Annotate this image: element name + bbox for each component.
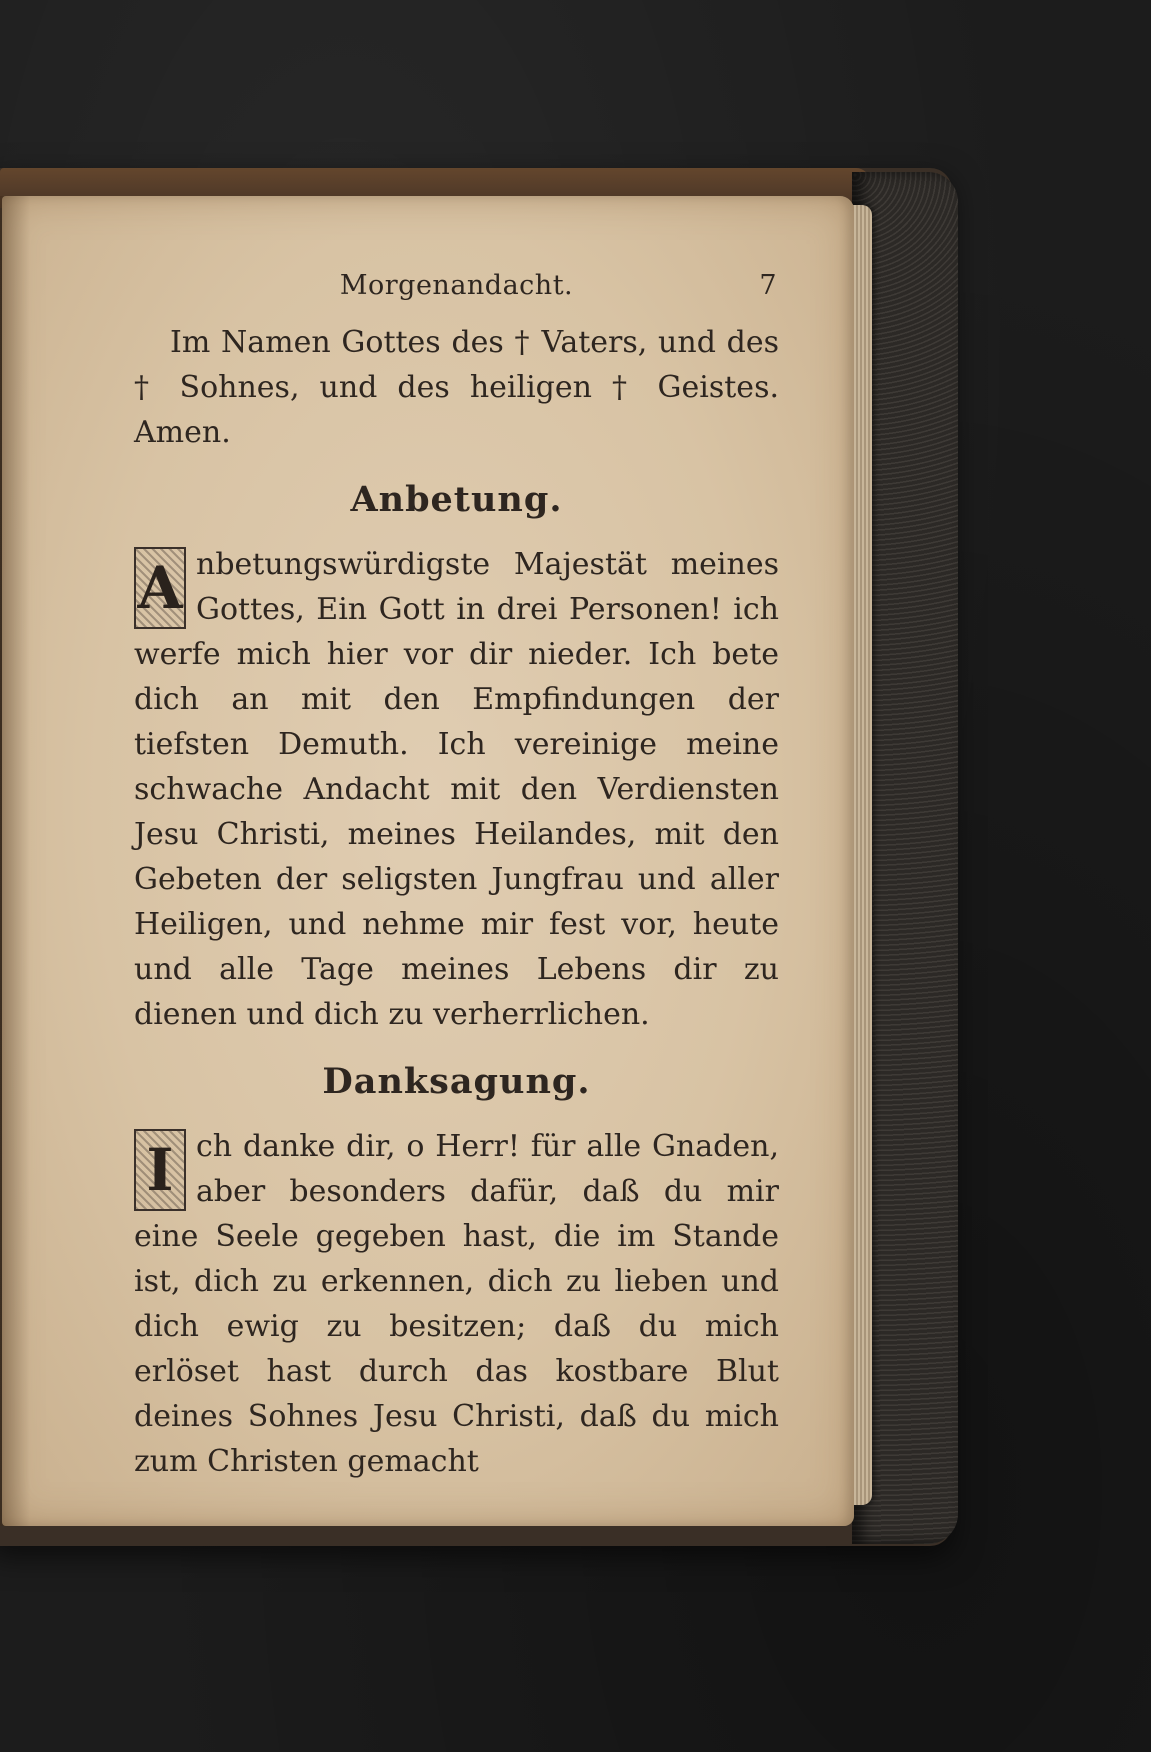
running-title: Morgenandacht.: [339, 270, 574, 301]
page-content: [134, 266, 779, 1484]
drop-cap-initial: I: [134, 1129, 186, 1211]
page-number: 7: [759, 270, 777, 301]
running-head: [134, 266, 779, 306]
section-danksagung: [134, 1124, 779, 1484]
invocation-text: Im Namen Gottes des † Vaters, und des † Sohnes, und des heiligen † Geistes. Amen.: [134, 325, 779, 450]
paragraph-anbetung: nbetungswürdigste Majestät meines Gottes, Ein Gott in drei Personen! ich werfe mich hier vor dir nieder. Ich bete dich an mit den Empfindungen der tiefsten Demuth. Ich vereinige meine schwache Andacht mit den Verdiensten Jesu Christi, meines Heilandes, mit den Gebeten der seligsten Jungfrau und aller Heiligen, und nehme mir fest vor, heute und alle Tage meines Lebens dir zu dienen und dich zu verherrlichen.: [134, 547, 779, 1032]
section-heading-anbetung: Anbetung.: [350, 479, 563, 520]
section-heading-danksagung: Danksagung.: [322, 1061, 591, 1102]
book-page: [2, 196, 854, 1526]
paragraph-danksagung: ch danke dir, o Herr! für alle Gnaden, aber besonders dafür, daß du mir eine Seele gegeben hast, die im Stande ist, dich zu erkennen, dich zu lieben und dich ewig zu besitzen; daß du mich erlöset hast durch das kostbare Blut deines Sohnes Jesu Christi, daß du mich zum Christen gemacht: [134, 1129, 779, 1479]
section-anbetung: [134, 542, 779, 1037]
spine-shadow: [0, 196, 30, 1526]
drop-cap-initial: A: [134, 547, 186, 629]
